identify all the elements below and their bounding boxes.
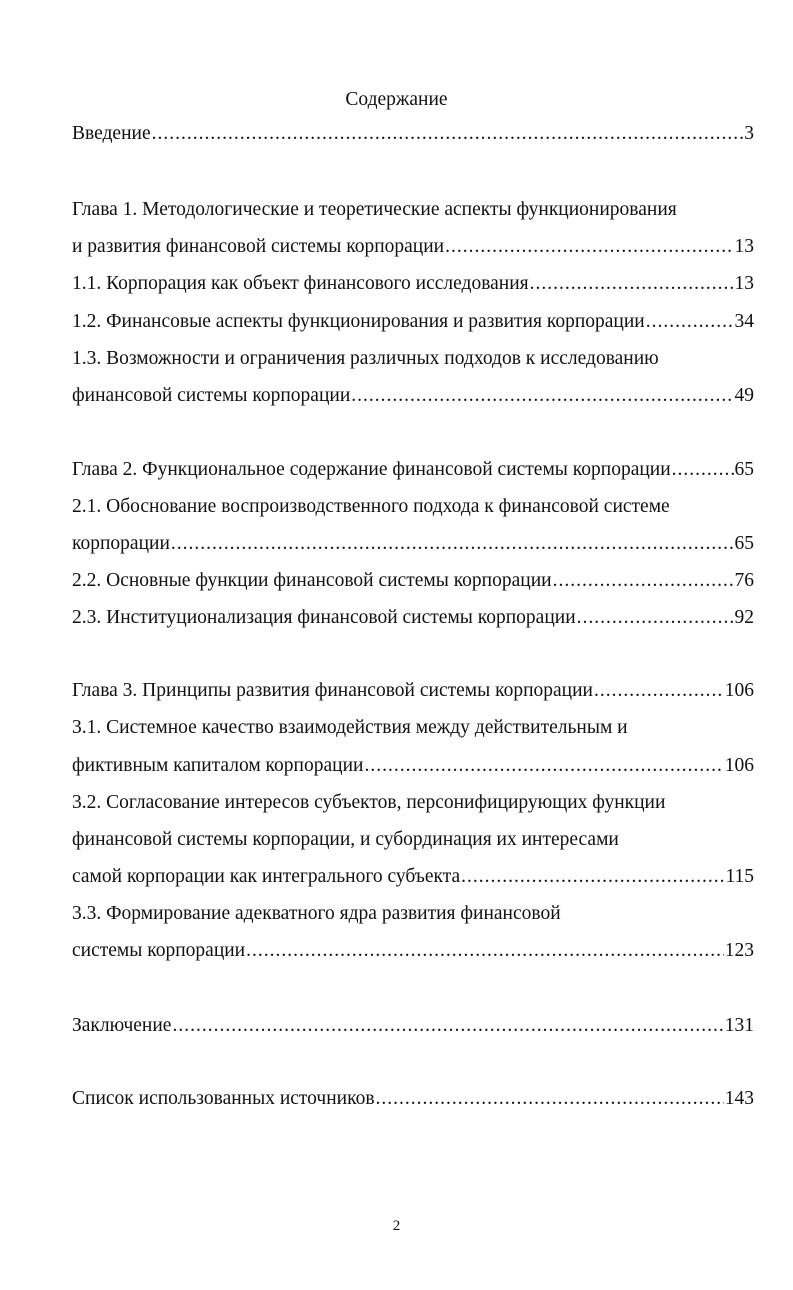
toc-leader-dots: [530, 270, 734, 298]
toc-entry: [72, 752, 754, 780]
toc-entry-page: 65: [734, 533, 754, 554]
toc-leader-dots: [577, 604, 734, 632]
toc-entry: [72, 677, 754, 705]
toc-entry: [72, 233, 754, 261]
toc-entry-label: 2.2. Основные функции финансовой системы корпорации: [72, 570, 552, 591]
toc-entry-label: Глава 2. Функциональное содержание финансовой системы корпорации: [72, 459, 671, 480]
toc-entry-page: 131: [724, 1015, 754, 1036]
toc-entry-page: 115: [725, 866, 754, 887]
toc-entry: [72, 937, 754, 965]
toc-entry: [72, 308, 754, 336]
toc-leader-dots: [246, 937, 724, 965]
toc-entry-label: финансовой системы корпорации: [72, 385, 351, 406]
toc-leader-dots: [646, 308, 734, 336]
toc-leader-dots: [672, 456, 734, 484]
toc-leader-dots: [152, 120, 744, 148]
toc-leader-dots: [461, 863, 724, 891]
toc-entry-page: 3: [744, 123, 754, 144]
toc-leader-dots: [594, 677, 724, 705]
toc-entry-label: 2.3. Институционализация финансовой системы корпорации: [72, 607, 576, 628]
toc-entry-text: 2.1. Обоснование воспроизводственного подхода к финансовой системе: [72, 496, 670, 517]
toc-entry: [72, 120, 754, 148]
toc-entry-page: 106: [724, 755, 754, 776]
toc-leader-dots: [172, 1012, 723, 1040]
toc-entry-page: 123: [724, 940, 754, 961]
toc-entry: [72, 530, 754, 558]
toc-entry: [72, 1085, 754, 1113]
toc-entry: [72, 1012, 754, 1040]
toc-entry-label: и развития финансовой системы корпорации: [72, 236, 445, 257]
toc-entry-label: Введение: [72, 123, 151, 144]
toc-leader-dots: [351, 382, 733, 410]
toc-entry-text: 3.1. Системное качество взаимодействия между действительным и: [72, 717, 628, 738]
toc-entry-text: 1.3. Возможности и ограничения различных подходов к исследованию: [72, 348, 659, 369]
toc-entry: [72, 863, 754, 891]
toc-entry-text: 3.2. Согласование интересов субъектов, персонифицирующих функции: [72, 792, 666, 813]
toc-entry: [72, 270, 754, 298]
toc-entry-label: Глава 3. Принципы развития финансовой системы корпорации: [72, 680, 593, 701]
toc-entry-label: Список использованных источников: [72, 1088, 375, 1109]
toc-entry: [72, 567, 754, 595]
toc-entry-page: 13: [734, 273, 754, 294]
toc-entry: [72, 604, 754, 632]
toc-leader-dots: [364, 752, 723, 780]
toc-entry-page: 92: [734, 607, 754, 628]
toc-entry-page: 106: [724, 680, 754, 701]
toc-entry-page: 65: [734, 459, 754, 480]
toc-leader-dots: [171, 530, 734, 558]
toc-entry-label: самой корпорации как интегрального субъекта: [72, 866, 461, 887]
toc-leader-dots: [553, 567, 734, 595]
toc-entry-label: фиктивным капиталом корпорации: [72, 755, 364, 776]
toc-entry-page: 76: [734, 570, 754, 591]
page-title: Содержание: [345, 89, 448, 110]
toc-entry-page: 49: [734, 385, 754, 406]
toc-entry-text: Глава 1. Методологические и теоретические аспекты функционирования: [72, 199, 677, 220]
toc-entry-page: 13: [734, 236, 754, 257]
page-number: 2: [392, 1218, 401, 1234]
toc-entry-label: 1.1. Корпорация как объект финансового исследования: [72, 273, 529, 294]
toc-entry: [72, 382, 754, 410]
toc-entry-page: 34: [734, 311, 754, 332]
toc-entry-text: финансовой системы корпорации, и субординация их интересами: [72, 829, 619, 850]
toc-entry: [72, 456, 754, 484]
toc-entry-label: корпорации: [72, 533, 170, 554]
toc-leader-dots: [445, 233, 733, 261]
toc-entry-label: Заключение: [72, 1015, 172, 1036]
toc-entry-text: 3.3. Формирование адекватного ядра развития финансовой: [72, 903, 561, 924]
toc-entry-page: 143: [724, 1088, 754, 1109]
toc-entry-label: 1.2. Финансовые аспекты функционирования и развития корпорации: [72, 311, 645, 332]
toc-entry-label: системы корпорации: [72, 940, 246, 961]
toc-leader-dots: [376, 1085, 724, 1113]
